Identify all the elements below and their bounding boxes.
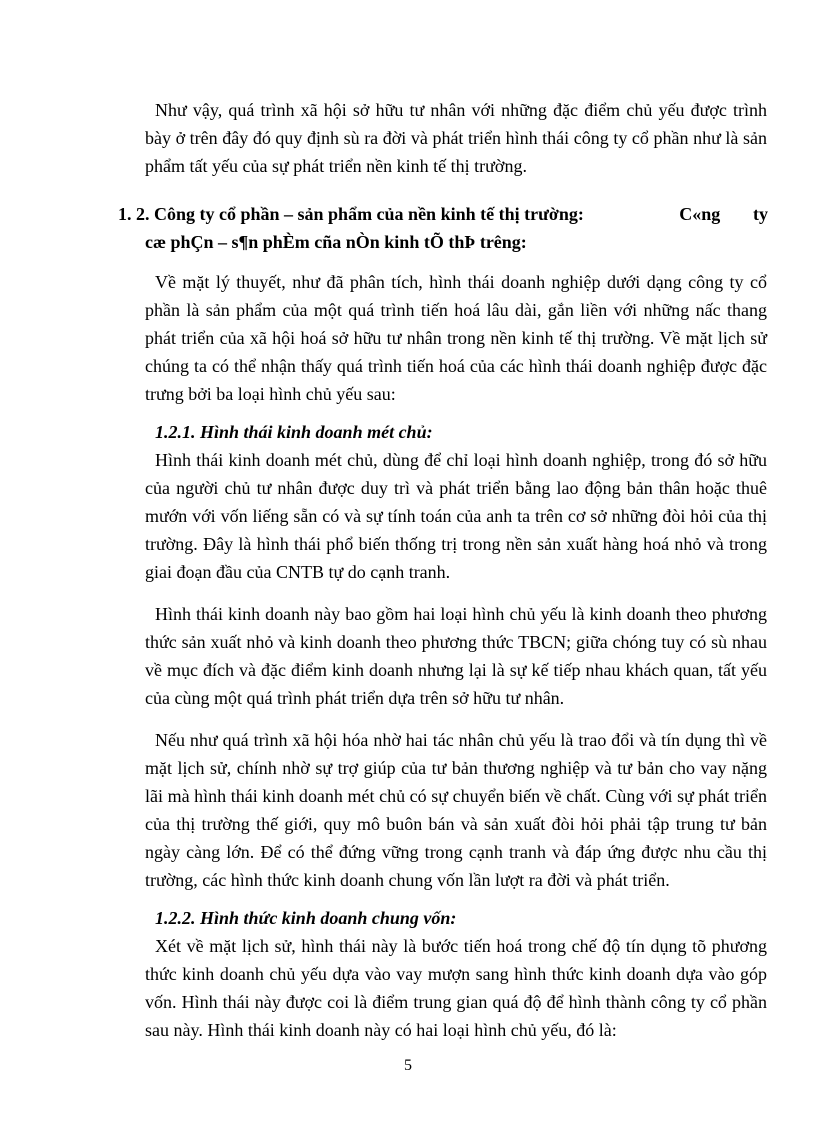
section-heading-garbled-word2: ty: [752, 204, 768, 224]
section-heading-garbled-line2: cæ phÇn – s¶n phÈm cña nÒn kinh tÕ thÞ trêng:: [145, 232, 527, 252]
paragraph-intro: Như vậy, quá trình xã hội sở hữu tư nhân với những đặc điểm chủ yếu được trình bày ở trên đây đó quy định sù ra đời và phát triển hình thái công ty cổ phần như là sản phẩm tất yếu của sự phát triển nền kinh tế thị trường.: [145, 100, 767, 176]
paragraph-joint-capital: Xét về mặt lịch sử, hình thái này là bước tiến hoá trong chế độ tín dụng tõ phương thức kinh doanh chủ yếu dựa vào vay mượn sang hình thức kinh doanh dựa vào góp vốn. Hình thái này được coi là điểm trung gian quá độ để hình thành công ty cổ phần sau này. Hình thái kinh doanh này có hai loại hình chủ yếu, đó là:: [145, 936, 767, 1040]
paragraph-theory: Về mặt lý thuyết, như đã phân tích, hình thái doanh nghiệp dưới dạng công ty cổ phần là sản phẩm của một quá trình tiến hoá lâu dài, gắn liền với những nấc thang phát triển của xã hội hoá sở hữu tư nhân trong nền kinh tế thị trường. Về mặt lịch sử chúng ta có thể nhận thấy quá trình tiến hoá của các hình thái doanh nghiệp được đặc trưng bởi ba loại hình chủ yếu sau:: [145, 272, 767, 404]
paragraph-sole-proprietorship: Hình thái kinh doanh mét chủ, dùng để chỉ loại hình doanh nghiệp, trong đó sở hữu của người chủ tư nhân được duy trì và phát triển bằng lao động bản thân hoặc thuê mướn với vốn liếng sẵn có và sự tính toán của anh ta trên cơ sở những đòi hỏi của thị trường. Đây là hình thái phổ biến thống trị trong nền sản xuất hàng hoá nhỏ và trong giai đoạn đầu của CNTB tự do cạnh tranh.: [145, 450, 767, 582]
page-content: [118, 96, 768, 1044]
paragraph-business-types: Hình thái kinh doanh này bao gồm hai loại hình chủ yếu là kinh doanh theo phương thức sản xuất nhỏ và kinh doanh theo phương thức TBCN; giữa chóng tuy có sù nhau về mục đích và đặc điểm kinh doanh nhưng lại là sự kế tiếp nhau khách quan, tất yếu của cùng một quá trình phát triển dựa trên sở hữu tư nhân.: [145, 604, 767, 708]
section-heading-garbled-word1: C«ng: [679, 204, 721, 224]
section-heading-line1: [118, 200, 768, 228]
section-heading: [118, 200, 768, 256]
subheading-joint-capital: 1.2.2. Hình thức kinh doanh chung vốn:: [155, 908, 457, 928]
page-number: 5: [404, 1057, 412, 1074]
subheading-sole-proprietorship: 1.2.1. Hình thái kinh doanh mét chủ:: [155, 422, 433, 442]
section-heading-title: 1. 2. Công ty cổ phần – sản phẩm của nền kinh tế thị trường:: [118, 204, 584, 224]
paragraph-socialization: Nếu như quá trình xã hội hóa nhờ hai tác nhân chủ yếu là trao đổi và tín dụng thì về mặt lịch sử, chính nhờ sự trợ giúp của tư bản thương nghiệp và tư bản cho vay nặng lãi mà hình thái kinh doanh mét chủ có sự chuyển biến về chất. Cùng với sự phát triển của thị trường thế giới, quy mô buôn bán và sản xuất đòi hỏi phải tập trung tư bản ngày càng lớn. Để có thể đứng vững trong cạnh tranh và đáp ứng được nhu cầu thị trường, các hình thức kinh doanh chung vốn lần lượt ra đời và phát triển.: [145, 730, 767, 890]
